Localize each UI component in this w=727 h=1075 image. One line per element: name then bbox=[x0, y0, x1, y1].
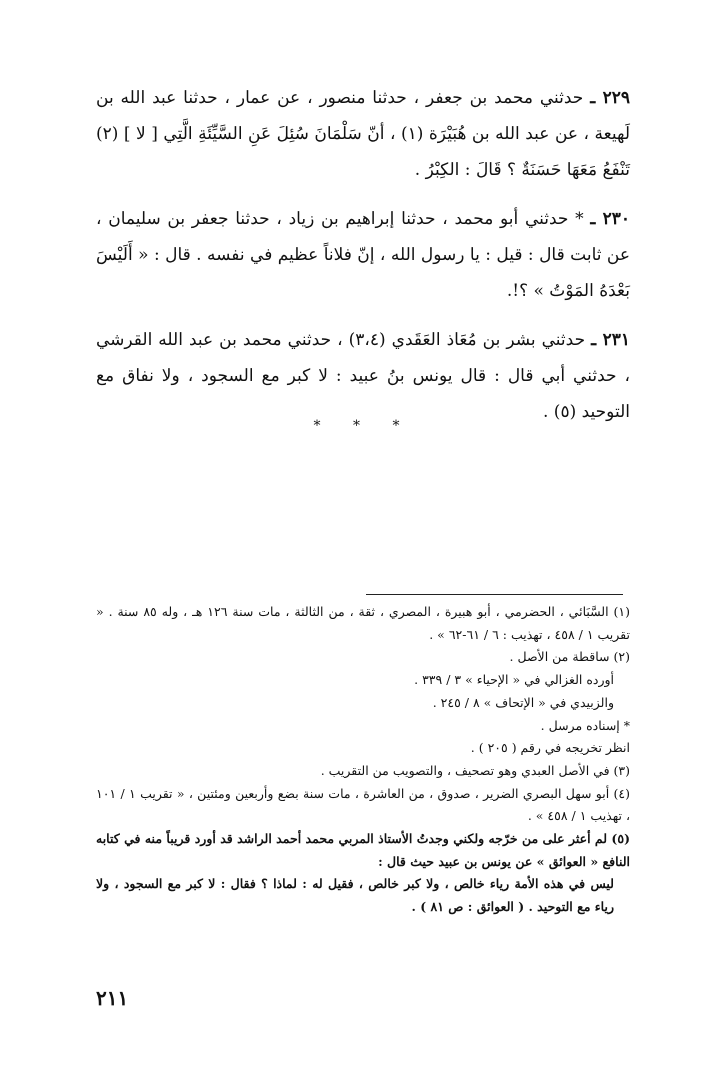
hadith-text: حدثني بشر بن مُعَاذ العَقَدي (٣،٤) ، حدثني محمد بن عبد الله القرشي ، حدثني أبي قال : قال يونس بنُ عبيد : لا كبر مع السجود ، ولا نفاق مع التوحيد (٥) . bbox=[96, 330, 630, 422]
footnote-line: (٢) ساقطة من الأصل . bbox=[509, 649, 630, 665]
hadith-number: ٢٢٩ ـ bbox=[590, 88, 631, 108]
footnote-line: أورده الغزالي في « الإحياء » ٣ / ٣٣٩ . bbox=[414, 672, 614, 688]
footnote-line: (٣) في الأصل العبدي وهو تصحيف ، والتصويب من التقريب . bbox=[320, 762, 630, 778]
footnote-line: * إسناده مرسل . bbox=[540, 717, 630, 733]
hadith-number: ٢٣١ ـ bbox=[591, 330, 630, 350]
hadith-229 bbox=[96, 80, 630, 188]
footnote-line: (٤) أبو سهل البصري الضرير ، صدوق ، من العاشرة ، مات سنة بضع وأربعين ومئتين ، « تقريب ١ / ١٠١ ، تهذيب ١ / ٤٥٨ » . bbox=[96, 785, 630, 824]
footnote-line: (٥) لم أعثر على من خرّجه ولكني وجدتُ الأستاذ المربي محمد أحمد الراشد قد أورد قريباً منه في كتابه النافع « العوائق » عن يونس بن عبيد حيث قال : bbox=[96, 831, 630, 869]
hadith-231 bbox=[96, 322, 630, 430]
main-text bbox=[96, 80, 630, 443]
footnote-line: انظر تخريجه في رقم ( ٢٠٥ ) . bbox=[470, 740, 630, 756]
hadith-text: * حدثني أبو محمد ، حدثنا إبراهيم بن زياد ، حدثنا جعفر بن سليمان ، عن ثابت قال : قيل : يا رسول الله ، إنّ فلاناً عظيم في نفسه . قال : « أَلَيْسَ بَعْدَهُ المَوْتُ » ؟!. bbox=[96, 209, 630, 301]
footnote-line: والزبيدي في « الإتحاف » ٨ / ٢٤٥ . bbox=[432, 694, 614, 710]
page-number: ٢١١ bbox=[96, 986, 129, 1010]
footnotes bbox=[96, 601, 630, 919]
hadith-number: ٢٣٠ ـ bbox=[590, 209, 630, 229]
footnote-line: ليس في هذه الأمة رياء خالص ، ولا كبر خالص ، فقيل له : لماذا ؟ فقال : لا كبر مع السجود ، ولا رياء مع التوحيد . ( العوائق : ص ٨١ ) . bbox=[96, 876, 614, 915]
footnote-line: (١) السَّبَائي ، الحضرمي ، أبو هبيرة ، المصري ، ثقة ، من الثالثة ، مات سنة ١٢٦ هـ ، وله ٨٥ سنة . « تقريب ١ / ٤٥٨ ، تهذيب : ٦ / ٦١-٦٢ » . bbox=[96, 604, 630, 642]
footnote-divider bbox=[366, 594, 623, 595]
hadith-230 bbox=[96, 201, 630, 309]
hadith-text: حدثني محمد بن جعفر ، حدثنا منصور ، عن عمار ، حدثنا عبد الله بن لَهيعة ، عن عبد الله بن هُبَيْرَة (١) ، أنّ سَلْمَانَ سُئِلَ عَنِ السَّيِّئَةِ الَّتِي [ لا ] (٢) تَنْفَعُ مَعَهَا حَسَنَةٌ ؟ قَالَ : الكِبْرُ . bbox=[96, 88, 630, 180]
section-separator: * * * bbox=[313, 418, 414, 434]
